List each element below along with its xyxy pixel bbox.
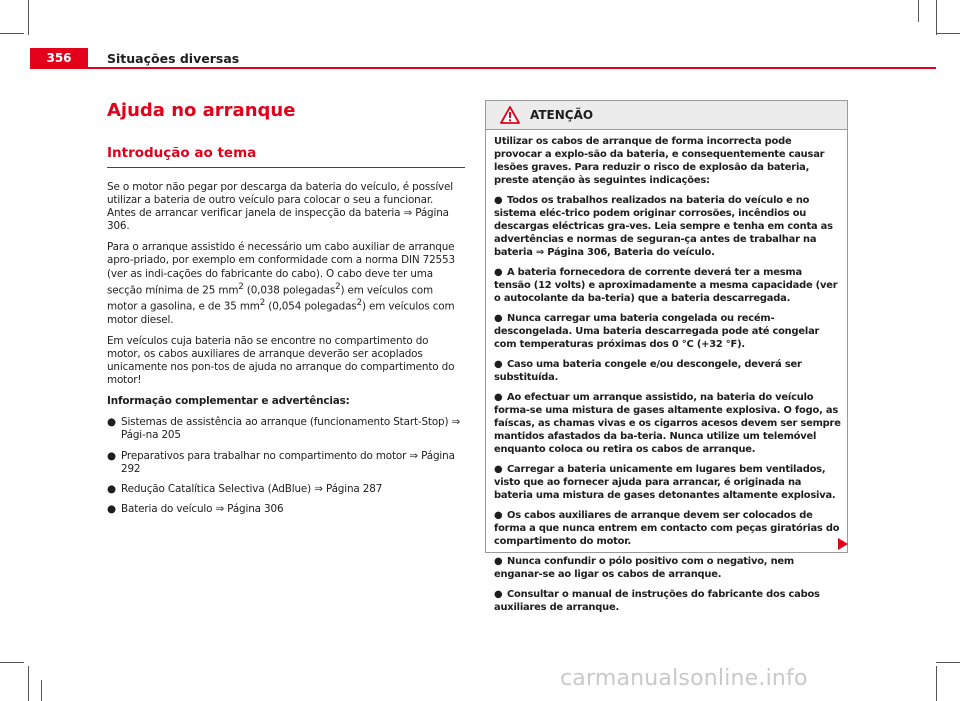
warning-title: ATENÇÃO (530, 108, 594, 122)
header-rule (30, 67, 936, 69)
paragraph-3: Em veículos cuja bateria não se encontre no compartimento do motor, os cabos auxiliares de arranque deverão ser acoplados unicamente nos pon-tos de ajuda no arranque do compartimento do motor! (107, 334, 455, 387)
warning-item (494, 463, 841, 502)
bullet-icon: ● (494, 313, 503, 324)
crop-mark (41, 680, 42, 701)
list-item[interactable] (107, 503, 465, 516)
crop-mark (918, 0, 919, 22)
info-heading: Informação complementar e advertências: (107, 395, 350, 408)
bullet-icon: ● (107, 416, 116, 429)
bullet-icon: ● (107, 449, 116, 462)
warning-item (494, 358, 841, 384)
bullet-icon: ● (107, 502, 116, 515)
warning-item-text: Caso uma bateria congele e/ou descongele, deverá ser substituída. (494, 359, 802, 383)
bullet-icon: ● (494, 589, 503, 600)
warning-item (494, 588, 841, 614)
crop-mark (28, 666, 29, 701)
list-item[interactable] (107, 450, 465, 476)
crop-mark (28, 0, 29, 35)
p2-part: ) em veículos com motor diesel. (107, 300, 455, 326)
warning-item-text: Nunca confundir o pólo positivo com o negativo, nem enganar-se ao ligar os cabos de arranque. (494, 556, 795, 580)
p2-part: (0,054 polegadas (265, 300, 357, 313)
warning-body (486, 130, 847, 614)
warning-item-text: Os cabos auxiliares de arranque devem ser colocados de forma a que nunca entrem em contacto com peças giratórias do compartimento do motor. (494, 510, 840, 547)
page-number: 356 (30, 48, 88, 68)
list-item-text: Bateria do veículo ⇒ Página 306 (121, 502, 284, 515)
warning-item (494, 391, 841, 456)
crop-mark (936, 666, 937, 701)
superscript: 2 (259, 298, 266, 309)
bullet-icon: ● (494, 195, 503, 206)
continue-arrow-icon[interactable] (838, 538, 848, 550)
warning-item-text: Todos os trabalhos realizados na bateria do veículo e no sistema eléc-trico podem originar corrosões, incêndios ou descargas eléctricas gra-ves. Leia sempre e tenha em conta as advertências e normas de seguran-ça antes de trabalhar na bateria ⇒ Página 306, Bateria do veículo. (494, 195, 833, 258)
p2-part: (0,038 polegadas (243, 284, 336, 297)
bullet-icon: ● (107, 482, 116, 495)
crop-mark (936, 662, 960, 663)
warning-item (494, 266, 841, 305)
bullet-icon: ● (494, 267, 503, 278)
list-item-text: Redução Catalítica Selectiva (AdBlue) ⇒ Página 287 (121, 482, 383, 495)
warning-intro: Utilizar os cabos de arranque de forma incorrecta pode provocar a explo-são da bateria, e consequentemente causar lesões graves. Para reduzir o risco de explosão da bateria, preste atenção às seguintes indicações: (494, 136, 825, 186)
paragraph-1: Se o motor não pegar por descarga da bateria do veículo, é possível utilizar a bateria de outro veículo para colocar o seu a funcionar. Antes de arrancar verificar janela de inspecção da bateria ⇒ Página 306. (107, 181, 454, 233)
crop-mark (936, 0, 937, 35)
bullet-icon: ● (494, 510, 503, 521)
warning-triangle-icon (500, 106, 520, 124)
crop-mark (0, 33, 24, 34)
list-item[interactable] (107, 483, 465, 496)
bullet-icon: ● (494, 392, 503, 403)
topic-subtitle: Introdução ao tema (107, 145, 257, 161)
list-item-text: Preparativos para trabalhar no compartimento do motor ⇒ Página 292 (121, 449, 455, 475)
warning-item-text: Nunca carregar uma bateria congelada ou recém-descongelada. Uma bateria descarregada pode até congelar com temperaturas próximas dos 0 °C (+32 °F). (494, 313, 820, 350)
warning-item-text: Ao efectuar um arranque assistido, na bateria do veículo forma-se uma mistura de gases altamente explosiva. O fogo, as faíscas, as chamas vivas e os cigarros acesos devem ser sempre mantidos afastados da ba-teria. Nunca utilize um telemóvel enquanto coloca ou retira os cabos de arranque. (494, 392, 841, 455)
bullet-icon: ● (494, 359, 503, 370)
warning-item (494, 194, 841, 259)
subtitle-rule (107, 167, 465, 168)
warning-header (486, 101, 847, 130)
warning-box (485, 100, 848, 613)
list-item[interactable] (107, 416, 465, 442)
superscript: 2 (356, 298, 362, 309)
bullet-icon: ● (494, 556, 503, 567)
warning-item (494, 555, 841, 581)
warning-item (494, 509, 841, 548)
warning-item-text: A bateria fornecedora de corrente deverá ter a mesma tensão (12 volts) e aproximadamente a mesma capacidade (ver o autocolante da ba-teria) que a bateria descarregada. (494, 267, 838, 304)
left-column (107, 100, 465, 523)
page-title: Ajuda no arranque (107, 100, 296, 121)
warning-item-text: Consultar o manual de instruções do fabricante dos cabos auxiliares de arranque. (494, 589, 820, 613)
bullet-icon: ● (494, 464, 503, 475)
p2-part: ) em veículos com motor a gasolina, e de 35 mm (107, 284, 433, 313)
p2-part: Para o arranque assistido é necessário um cabo auxiliar de arranque apro-priado, por exemplo em conformidade com a norma DIN 72553 (ver as indi-cações do fabricante do cabo). O cabo deve ter uma secção mínima de 25 mm (107, 241, 455, 297)
watermark: carmanualsonline.info (560, 666, 808, 691)
intro-text (107, 181, 465, 516)
superscript: 2 (335, 281, 341, 292)
list-item-text: Sistemas de assistência ao arranque (funcionamento Start-Stop) ⇒ Pági-na 205 (121, 416, 461, 442)
warning-item-text: Carregar a bateria unicamente em lugares bem ventilados, visto que ao fornecer ajuda para arrancar, é originada na bateria uma mistura de gases detonantes altamente explosiva. (494, 464, 836, 501)
warning-item (494, 312, 841, 351)
paragraph-2 (107, 241, 465, 327)
section-title: Situações diversas (107, 51, 240, 66)
crop-mark (936, 33, 960, 34)
superscript: 2 (238, 281, 244, 292)
crop-mark (0, 662, 24, 663)
